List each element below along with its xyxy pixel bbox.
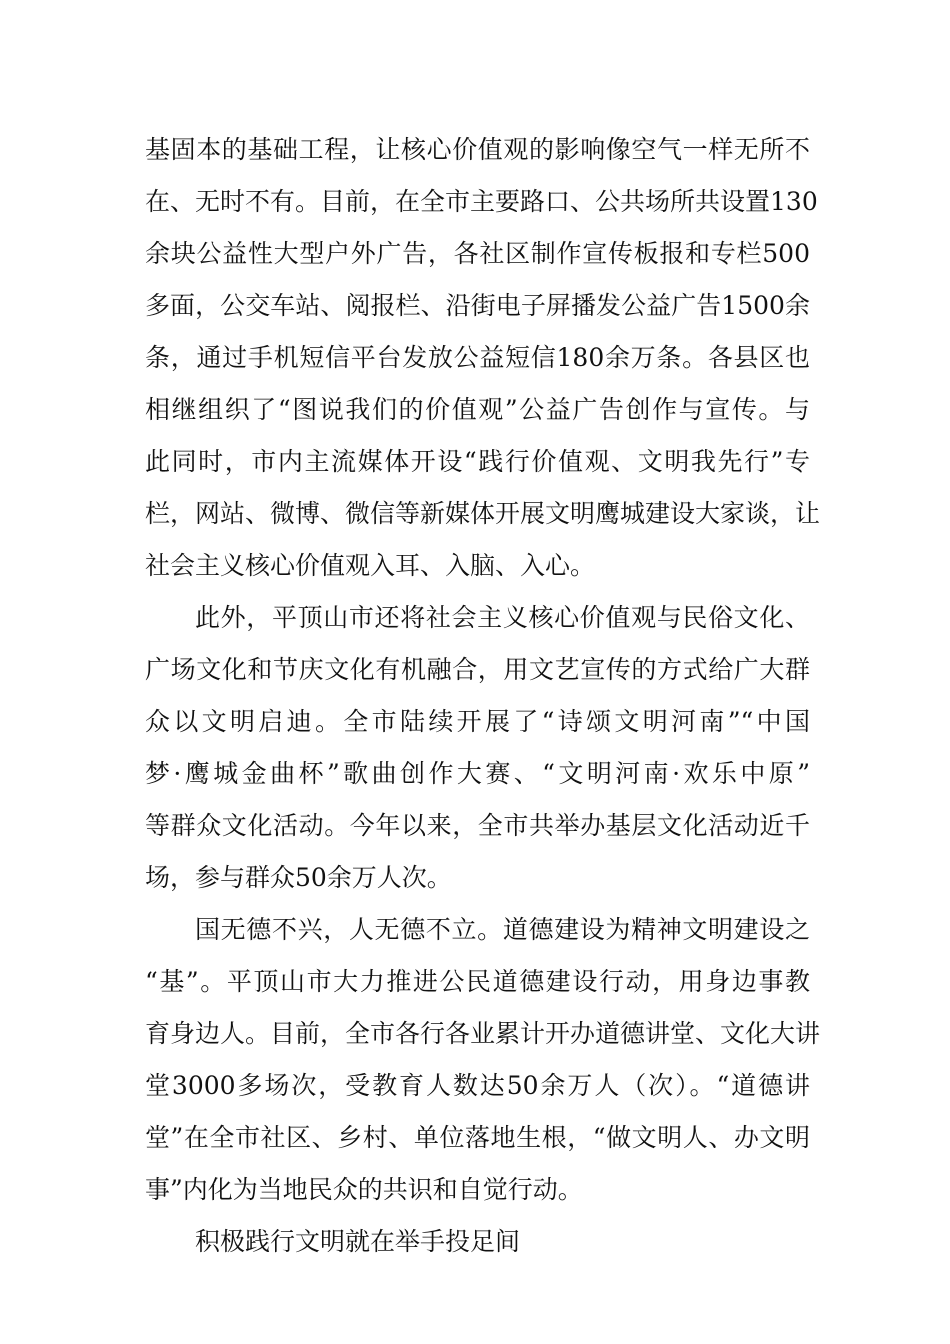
text-line: 多面，公交车站、阅报栏、沿街电子屏播发公益广告1500余 (145, 291, 810, 320)
text-line: 等群众文化活动。今年以来，全市共举办基层文化活动近千 (145, 811, 810, 840)
section-heading: 积极践行文明就在举手投足间 (195, 1227, 521, 1256)
text-line: “基”。平顶山市大力推进公民道德建设行动，用身边事教 (145, 967, 810, 996)
text-line: 栏，网站、微博、微信等新媒体开展文明鹰城建设大家谈，让 (145, 499, 821, 528)
text-line: 堂3000多场次，受教育人数达50余万人（次）。“道德讲 (145, 1071, 810, 1100)
text-line: 条，通过手机短信平台发放公益短信180余万条。各县区也 (145, 343, 810, 372)
text-line: 社会主义核心价值观入耳、入脑、入心。 (145, 551, 596, 580)
text-line: 事”内化为当地民众的共识和自觉行动。 (145, 1175, 583, 1204)
text-line: 场，参与群众50余万人次。 (145, 863, 452, 892)
text-line: 在、无时不有。目前，在全市主要路口、公共场所共设置130 (145, 187, 818, 216)
text-line: 众以文明启迪。全市陆续开展了“诗颂文明河南”“中国 (145, 707, 810, 736)
text-line: 基固本的基础工程，让核心价值观的影响像空气一样无所不 (145, 135, 810, 164)
body-text (145, 124, 821, 1268)
paragraph-first-line: 国无德不兴，人无德不立。道德建设为精神文明建设之 (195, 915, 810, 944)
text-line: 广场文化和节庆文化有机融合，用文艺宣传的方式给广大群 (145, 655, 810, 684)
text-line: 此同时，市内主流媒体开设“践行价值观、文明我先行”专 (145, 447, 810, 476)
text-line: 梦·鹰城金曲杯”歌曲创作大赛、“文明河南·欢乐中原” (145, 759, 810, 788)
text-line: 相继组织了“图说我们的价值观”公益广告创作与宣传。与 (145, 395, 810, 424)
text-line: 堂”在全市社区、乡村、单位落地生根，“做文明人、办文明 (145, 1123, 810, 1152)
text-line: 余块公益性大型户外广告，各社区制作宣传板报和专栏500 (145, 239, 810, 268)
paragraph-first-line: 此外，平顶山市还将社会主义核心价值观与民俗文化、 (195, 603, 810, 632)
text-line: 育身边人。目前，全市各行各业累计开办道德讲堂、文化大讲 (145, 1019, 821, 1048)
